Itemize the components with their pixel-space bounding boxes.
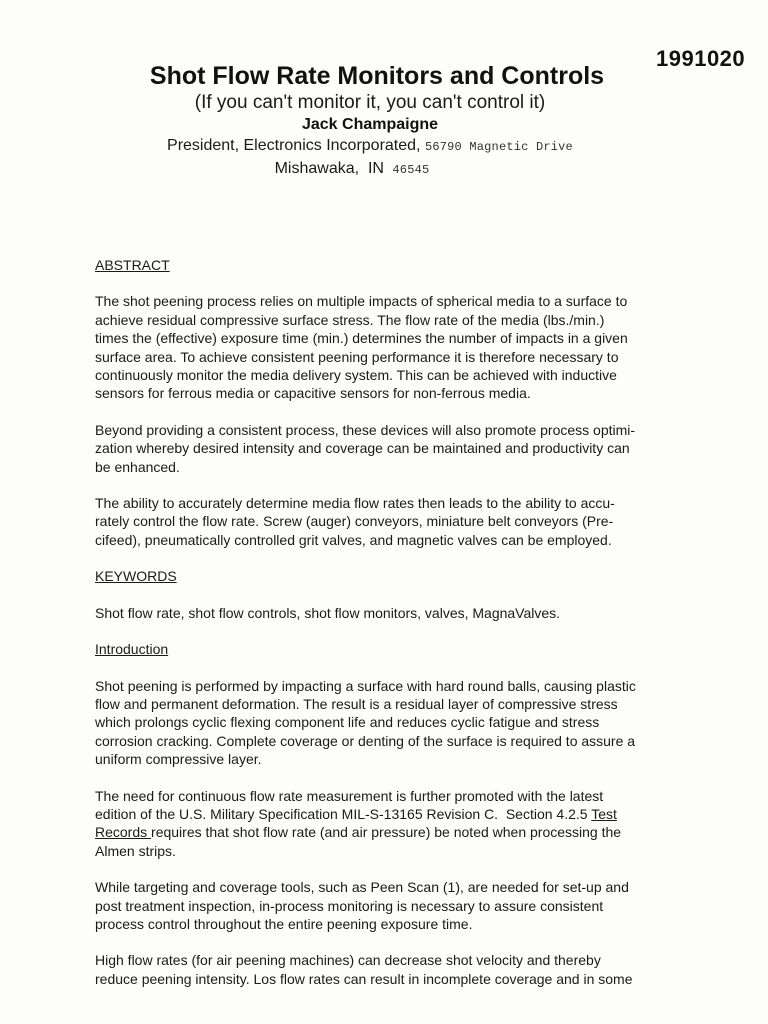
zip-code: 46545 [392, 163, 430, 177]
text-line: which prolongs cyclic flexing component life and reduces cyclic fatigue and stress [95, 714, 600, 731]
text-line: times the (effective) exposure time (min.) determines the number of impacts in a given [95, 330, 628, 347]
page-title: Shot Flow Rate Monitors and Controls [149, 62, 605, 90]
text-line: The need for continuous flow rate measurement is further promoted with the latest [95, 787, 604, 804]
text-line: uniform compressive layer. [95, 751, 262, 768]
abstract-paragraph-2 [95, 421, 685, 476]
text-line: process control throughout the entire peening exposure time. [95, 915, 473, 932]
introduction-paragraph-2 [95, 787, 685, 861]
text-line: surface area. To achieve consistent peening performance it is therefore necessary to [95, 348, 619, 365]
text-span: edition of the U.S. Military Specification MIL-S-13165 Revision C. Section 4.2.5 [95, 805, 592, 822]
affiliation-line [0, 135, 740, 158]
text-line: High flow rates (for air peening machines) can decrease shot velocity and thereby [95, 952, 601, 969]
text-line: Almen strips. [95, 842, 176, 859]
text-line: Shot peening is performed by impacting a surface with hard round balls, causing plastic [95, 677, 636, 694]
street-address: 56790 Magnetic Drive [424, 140, 573, 154]
abstract-paragraph-3 [95, 494, 685, 549]
text-line [95, 823, 685, 841]
text-line: be enhanced. [95, 458, 180, 475]
text-line: rately control the flow rate. Screw (auger) conveyors, miniature belt conveyors (Pre- [95, 513, 614, 530]
page-subtitle: (If you can't monitor it, you can't control it) [194, 92, 546, 113]
text-line: cifeed), pneumatically controlled grit valves, and magnetic valves can be employed. [95, 531, 612, 548]
text-span: requires that shot flow rate (and air pressure) be noted when processing the [151, 824, 622, 841]
abstract-heading: ABSTRACT [95, 257, 170, 273]
text-line: The shot peening process relies on multiple impacts of spherical media to a surface to [95, 293, 628, 310]
city-state: Mishawaka, IN [274, 160, 384, 177]
document-number: 1991020 [656, 46, 746, 71]
text-line: achieve residual compressive surface stress. The flow rate of the media (lbs./min.) [95, 311, 605, 328]
introduction-paragraph-1 [95, 677, 685, 769]
author-name: Jack Champaigne [301, 116, 439, 133]
underlined-reference: Test [591, 805, 617, 822]
underlined-reference: Records [95, 824, 152, 841]
abstract-paragraph-1 [95, 292, 685, 402]
text-line: zation whereby desired intensity and coverage can be maintained and productivity can [95, 440, 630, 457]
text-line: reduce peening intensity. Los flow rates can result in incomplete coverage and in some [95, 970, 633, 987]
text-line: post treatment inspection, in-process monitoring is necessary to assure consistent [95, 897, 604, 914]
text-line: Beyond providing a consistent process, these devices will also promote process optimi- [95, 421, 636, 438]
introduction-heading: Introduction [95, 641, 169, 658]
text-line: continuously monitor the media delivery system. This can be achieved with inductive [95, 367, 617, 384]
keywords-heading: KEYWORDS [95, 568, 177, 585]
text-line [95, 805, 685, 823]
document-body [95, 256, 685, 988]
affiliation-title: President, Electronics Incorporated, [167, 137, 421, 154]
text-line: sensors for ferrous media or capacitive sensors for non-ferrous media. [95, 385, 531, 402]
keywords-text: Shot flow rate, shot flow controls, shot flow monitors, valves, MagnaValves. [95, 604, 561, 621]
text-line: corrosion cracking. Complete coverage or denting of the surface is required to assure a [95, 732, 636, 749]
text-line: flow and permanent deformation. The result is a residual layer of compressive stress [95, 695, 618, 712]
title-block [0, 62, 740, 181]
introduction-paragraph-3 [95, 878, 685, 933]
text-line: While targeting and coverage tools, such as Peen Scan (1), are needed for set-up and [95, 879, 629, 896]
text-line: The ability to accurately determine media flow rates then leads to the ability to accu- [95, 495, 615, 512]
introduction-paragraph-4 [95, 951, 685, 988]
city-line [0, 158, 740, 181]
